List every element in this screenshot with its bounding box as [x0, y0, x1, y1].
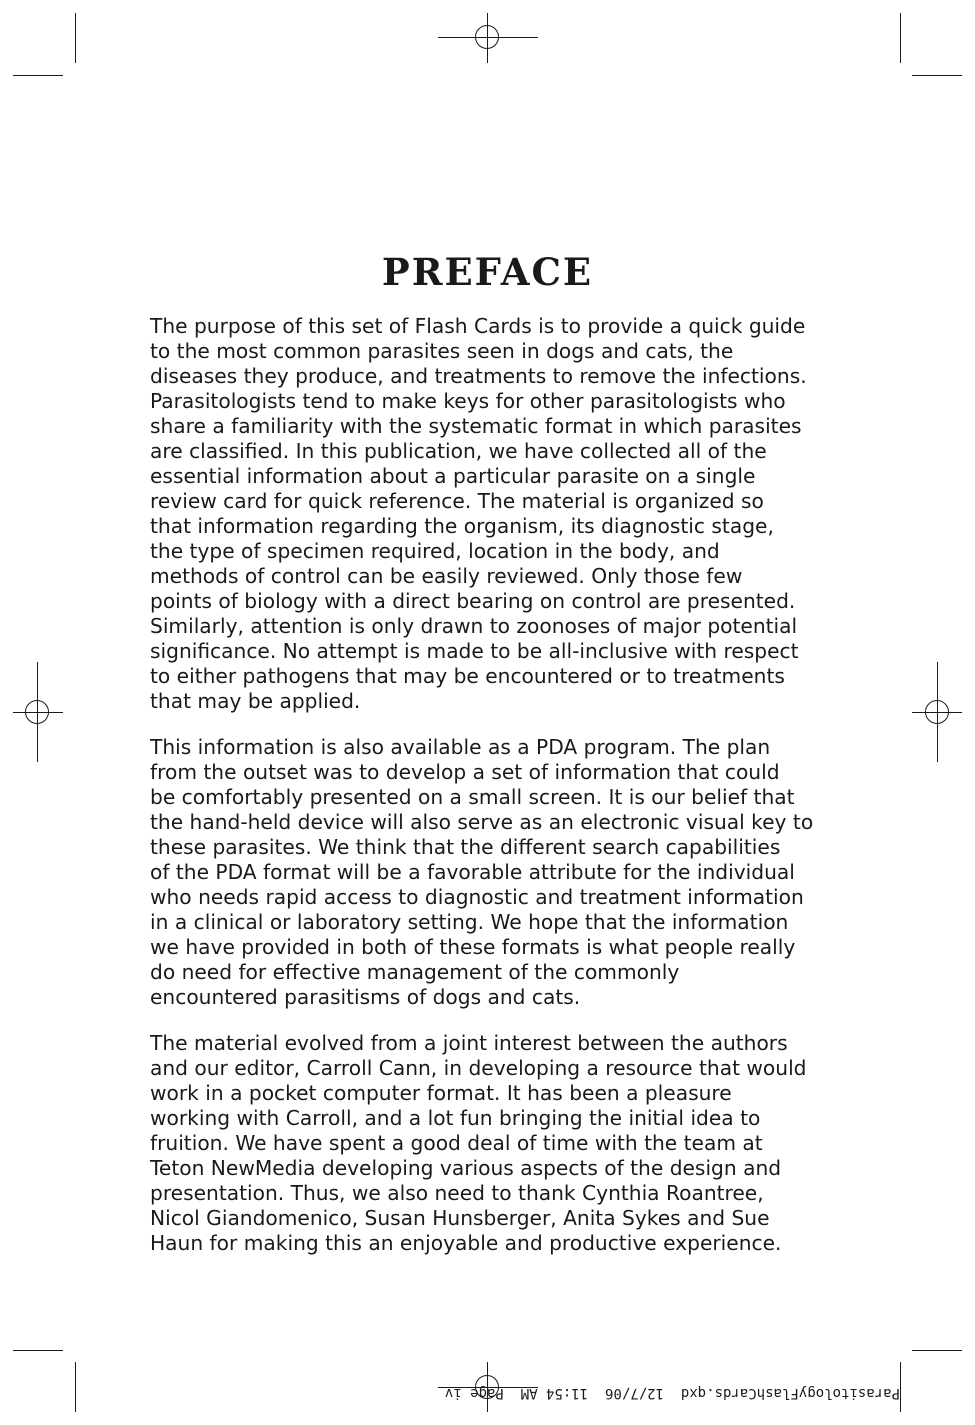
paragraph-1: The purpose of this set of Flash Cards is to provide a quick guide to the most common parasites seen in dogs and cats, the diseases they produce, and treatments to remove the infections. Parasitologists tend to make keys for other parasitologists who share a familiarity with the systematic format in which parasites are classified. In this publication, we have collected all of the essential information about a particular parasite on a single review card for quick reference. The material is organized so that information regarding the organism, its diagnostic stage, the type of specimen required, location in the body, and methods of control can be easily reviewed. Only those few points of biology with a direct bearing on control are presented. Similarly, attention is only drawn to zoonoses of major potential significance. No attempt is made to be all-inclusive with respect to either pathogens that may be encountered or to treatments that may be applied. [150, 314, 807, 713]
crop-mark [912, 1350, 962, 1351]
page-title: PREFACE [381, 250, 594, 294]
crop-mark [900, 1362, 901, 1412]
crop-mark [912, 75, 962, 76]
paragraph-2: This information is also available as a PDA program. The plan from the outset was to develop a set of information that could be comfortably presented on a small screen. It is our belief that the hand-held device will also serve as an electronic visual key to these parasites. We think that the different search capabilities of the PDA format will be a favorable attribute for the individual who needs rapid access to diagnostic and treatment information in a clinical or laboratory setting. We hope that the information we have provided in both of these formats is what people really do need for effective management of the commonly encountered parasitisms of dogs and cats. [150, 735, 814, 1009]
crop-mark [75, 13, 76, 63]
preface-body [150, 314, 840, 1277]
crop-mark [13, 1350, 63, 1351]
paragraph-3: The material evolved from a joint interest between the authors and our editor, Carroll Cann, in developing a resource that would work in a pocket computer format. It has been a pleasure working with Carroll, and a lot fun bringing the initial idea to fruition. We have spent a good deal of time with the team at Teton NewMedia developing various aspects of the design and presentation. Thus, we also need to thank Cynthia Roantree, Nicol Giandomenico, Susan Hunsberger, Anita Sykes and Sue Haun for making this an enjoyable and productive experience. [150, 1031, 807, 1255]
crop-mark [13, 75, 63, 76]
print-slug: ParasitologyFlashCards.qxd 12/7/06 11:54 AM Page iv [444, 1385, 900, 1401]
crop-mark [900, 13, 901, 63]
crop-mark [75, 1362, 76, 1412]
